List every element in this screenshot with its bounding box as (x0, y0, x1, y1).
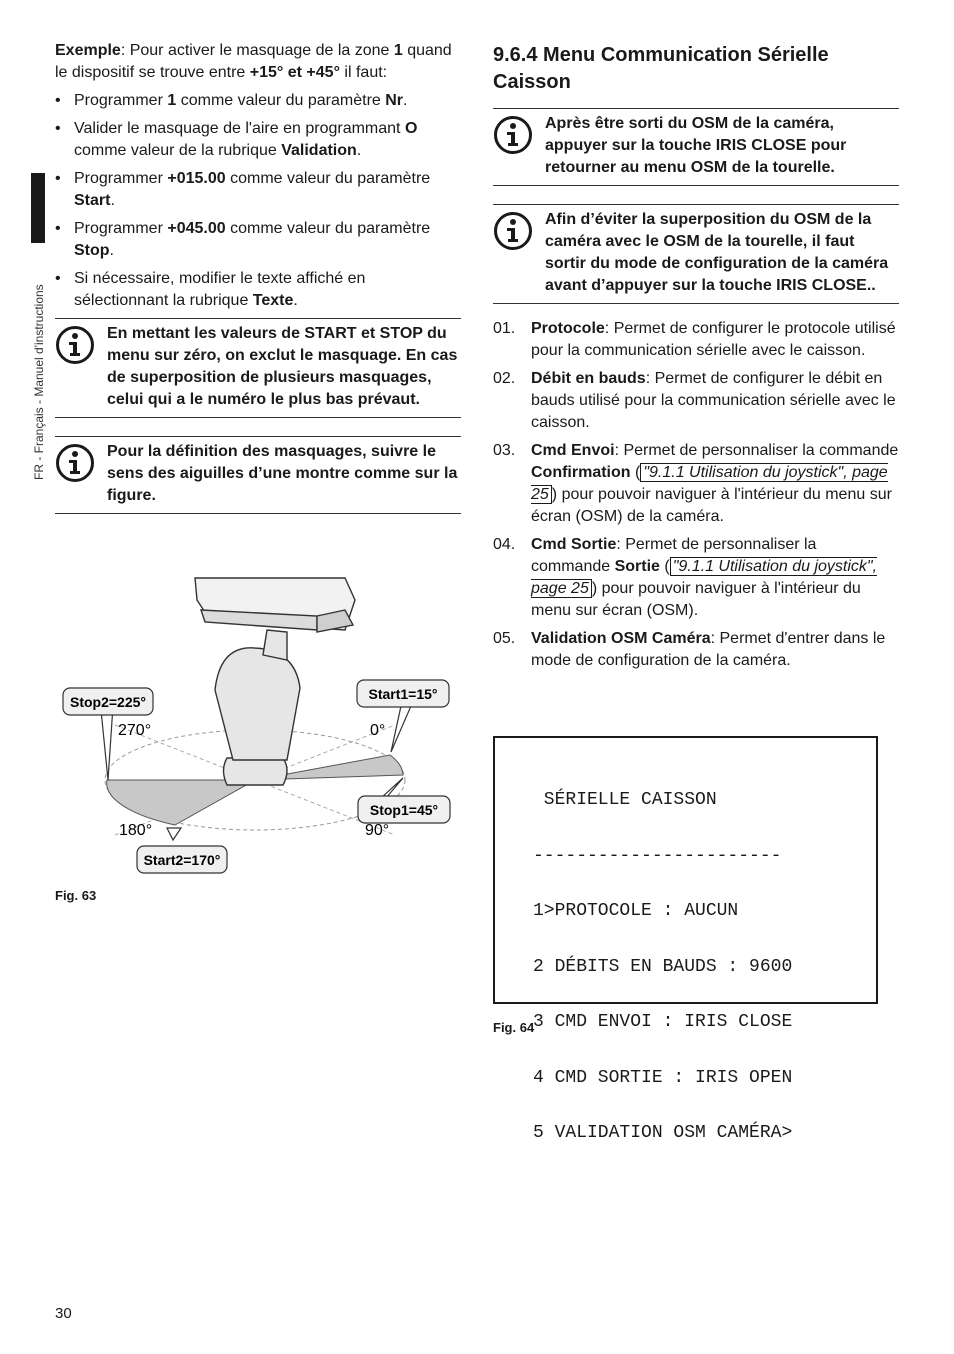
osm-line: 4 CMD SORTIE : IRIS OPEN (533, 1067, 793, 1088)
right-column (493, 40, 899, 678)
osm-line: ----------------------- (533, 845, 782, 866)
masking-diagram (55, 570, 455, 880)
list-item: 04. Cmd Sortie: Permet de personnaliser la commande Sortie ( "9.1.1 Utilisation du joystick", page 25 ) pour pouvoir naviguer à l'intérieur du menu sur écran (OSM). (493, 536, 878, 619)
sidebar-label: FR - Français - Manuel d'instructions (32, 284, 46, 480)
list-item: 05. Validation OSM Caméra: Permet d'entrer dans le mode de configuration de la caméra. (493, 630, 886, 669)
info-icon (493, 115, 533, 155)
ptz-camera-illustration (195, 578, 355, 785)
note-text: Pour la définition des masquages, suivre le sens des aiguilles d’une montre comme sur la figure. (107, 443, 458, 504)
note-text: Après être sorti du OSM de la caméra, appuyer sur la touche IRIS CLOSE pour retourner au menu OSM de la tourelle. (545, 115, 847, 176)
info-note (493, 108, 899, 186)
callout-pointer (391, 706, 411, 752)
stop2-label: Stop2=225° (69, 694, 147, 710)
osm-line: 1>PROTOCOLE : AUCUN (533, 901, 739, 921)
info-note (55, 318, 461, 418)
list-item: 01. Protocole: Permet de configurer le protocole utilisé pour la communication sérielle avec le caisson. (493, 320, 896, 359)
list-item: • Si nécessaire, modifier le texte affiché en sélectionnant la rubrique Texte. (55, 270, 366, 309)
start2-label: Start2=170° (143, 852, 221, 868)
intro-paragraph: Exemple: Pour activer le masquage de la zone 1 quand le dispositif se trouve entre +15° et +45° il faut: (55, 42, 452, 81)
degree-90-label: 90° (365, 822, 390, 839)
list-item: • Valider le masquage de l'aire en programmant O comme valeur de la rubrique Validation. (55, 120, 418, 159)
info-icon (493, 211, 533, 251)
page-number: 30 (55, 1305, 72, 1322)
figure-caption: Fig. 63 (55, 888, 97, 903)
osm-line: SÉRIELLE CAISSON (533, 790, 717, 810)
chapter-tab (31, 173, 45, 243)
callout-pointer (101, 706, 113, 780)
degree-270-label: 270° (118, 722, 152, 739)
left-column (55, 40, 461, 514)
osm-line: 5 VALIDATION OSM CAMÉRA> (533, 1123, 793, 1143)
cross-reference-link[interactable]: "9.1.1 Utilisation du joystick", page 25 (531, 464, 888, 503)
info-icon (55, 325, 95, 365)
numbered-list (493, 318, 899, 672)
note-text: En mettant les valeurs de START et STOP du menu sur zéro, on exclut le masquage. En cas de superposition de plusieurs masquages, celui qui a le numéro le plus bas prévaut. (107, 325, 458, 408)
list-item: 03. Cmd Envoi: Permet de personnaliser la commande Confirmation ( "9.1.1 Utilisation du joystick", page 25 ) pour pouvoir naviguer à l'intérieur du menu sur écran (OSM) de la caméra. (493, 442, 899, 525)
cross-reference-link[interactable]: "9.1.1 Utilisation du joystick", page 25 (531, 558, 878, 597)
list-item: • Programmer +045.00 comme valeur du paramètre Stop. (55, 220, 431, 259)
section-heading: 9.6.4 Menu Communication Sérielle Caisson (493, 44, 829, 93)
start1-label: Start1=15° (368, 686, 438, 702)
degree-0-label: 0° (370, 722, 386, 739)
info-note (493, 204, 899, 304)
degree-180-label: 180° (119, 822, 153, 839)
list-item: • Programmer +015.00 comme valeur du paramètre Start. (55, 170, 431, 209)
callout-pointer (167, 828, 181, 840)
osm-line: 2 DÉBITS EN BAUDS : 9600 (533, 956, 793, 977)
osm-line: 3 CMD ENVOI : IRIS CLOSE (533, 1012, 793, 1032)
info-icon (55, 443, 95, 483)
mask-sector-2 (107, 780, 255, 825)
list-item: 02. Débit en bauds: Permet de configurer le débit en bauds utilisé pour la communication sérielle avec le caisson. (493, 370, 896, 431)
info-note (55, 436, 461, 514)
list-item: • Programmer 1 comme valeur du paramètre Nr. (55, 92, 408, 109)
note-text: Afin d’éviter la superposition du OSM de la caméra avec le OSM de la tourelle, il faut sortir du mode de configuration de la caméra avant d’appuyer sur la touche IRIS CLOSE.. (545, 211, 889, 294)
figure-caption: Fig. 64 (493, 1020, 535, 1035)
bullet-list (55, 90, 461, 312)
stop1-label: Stop1=45° (369, 802, 439, 818)
